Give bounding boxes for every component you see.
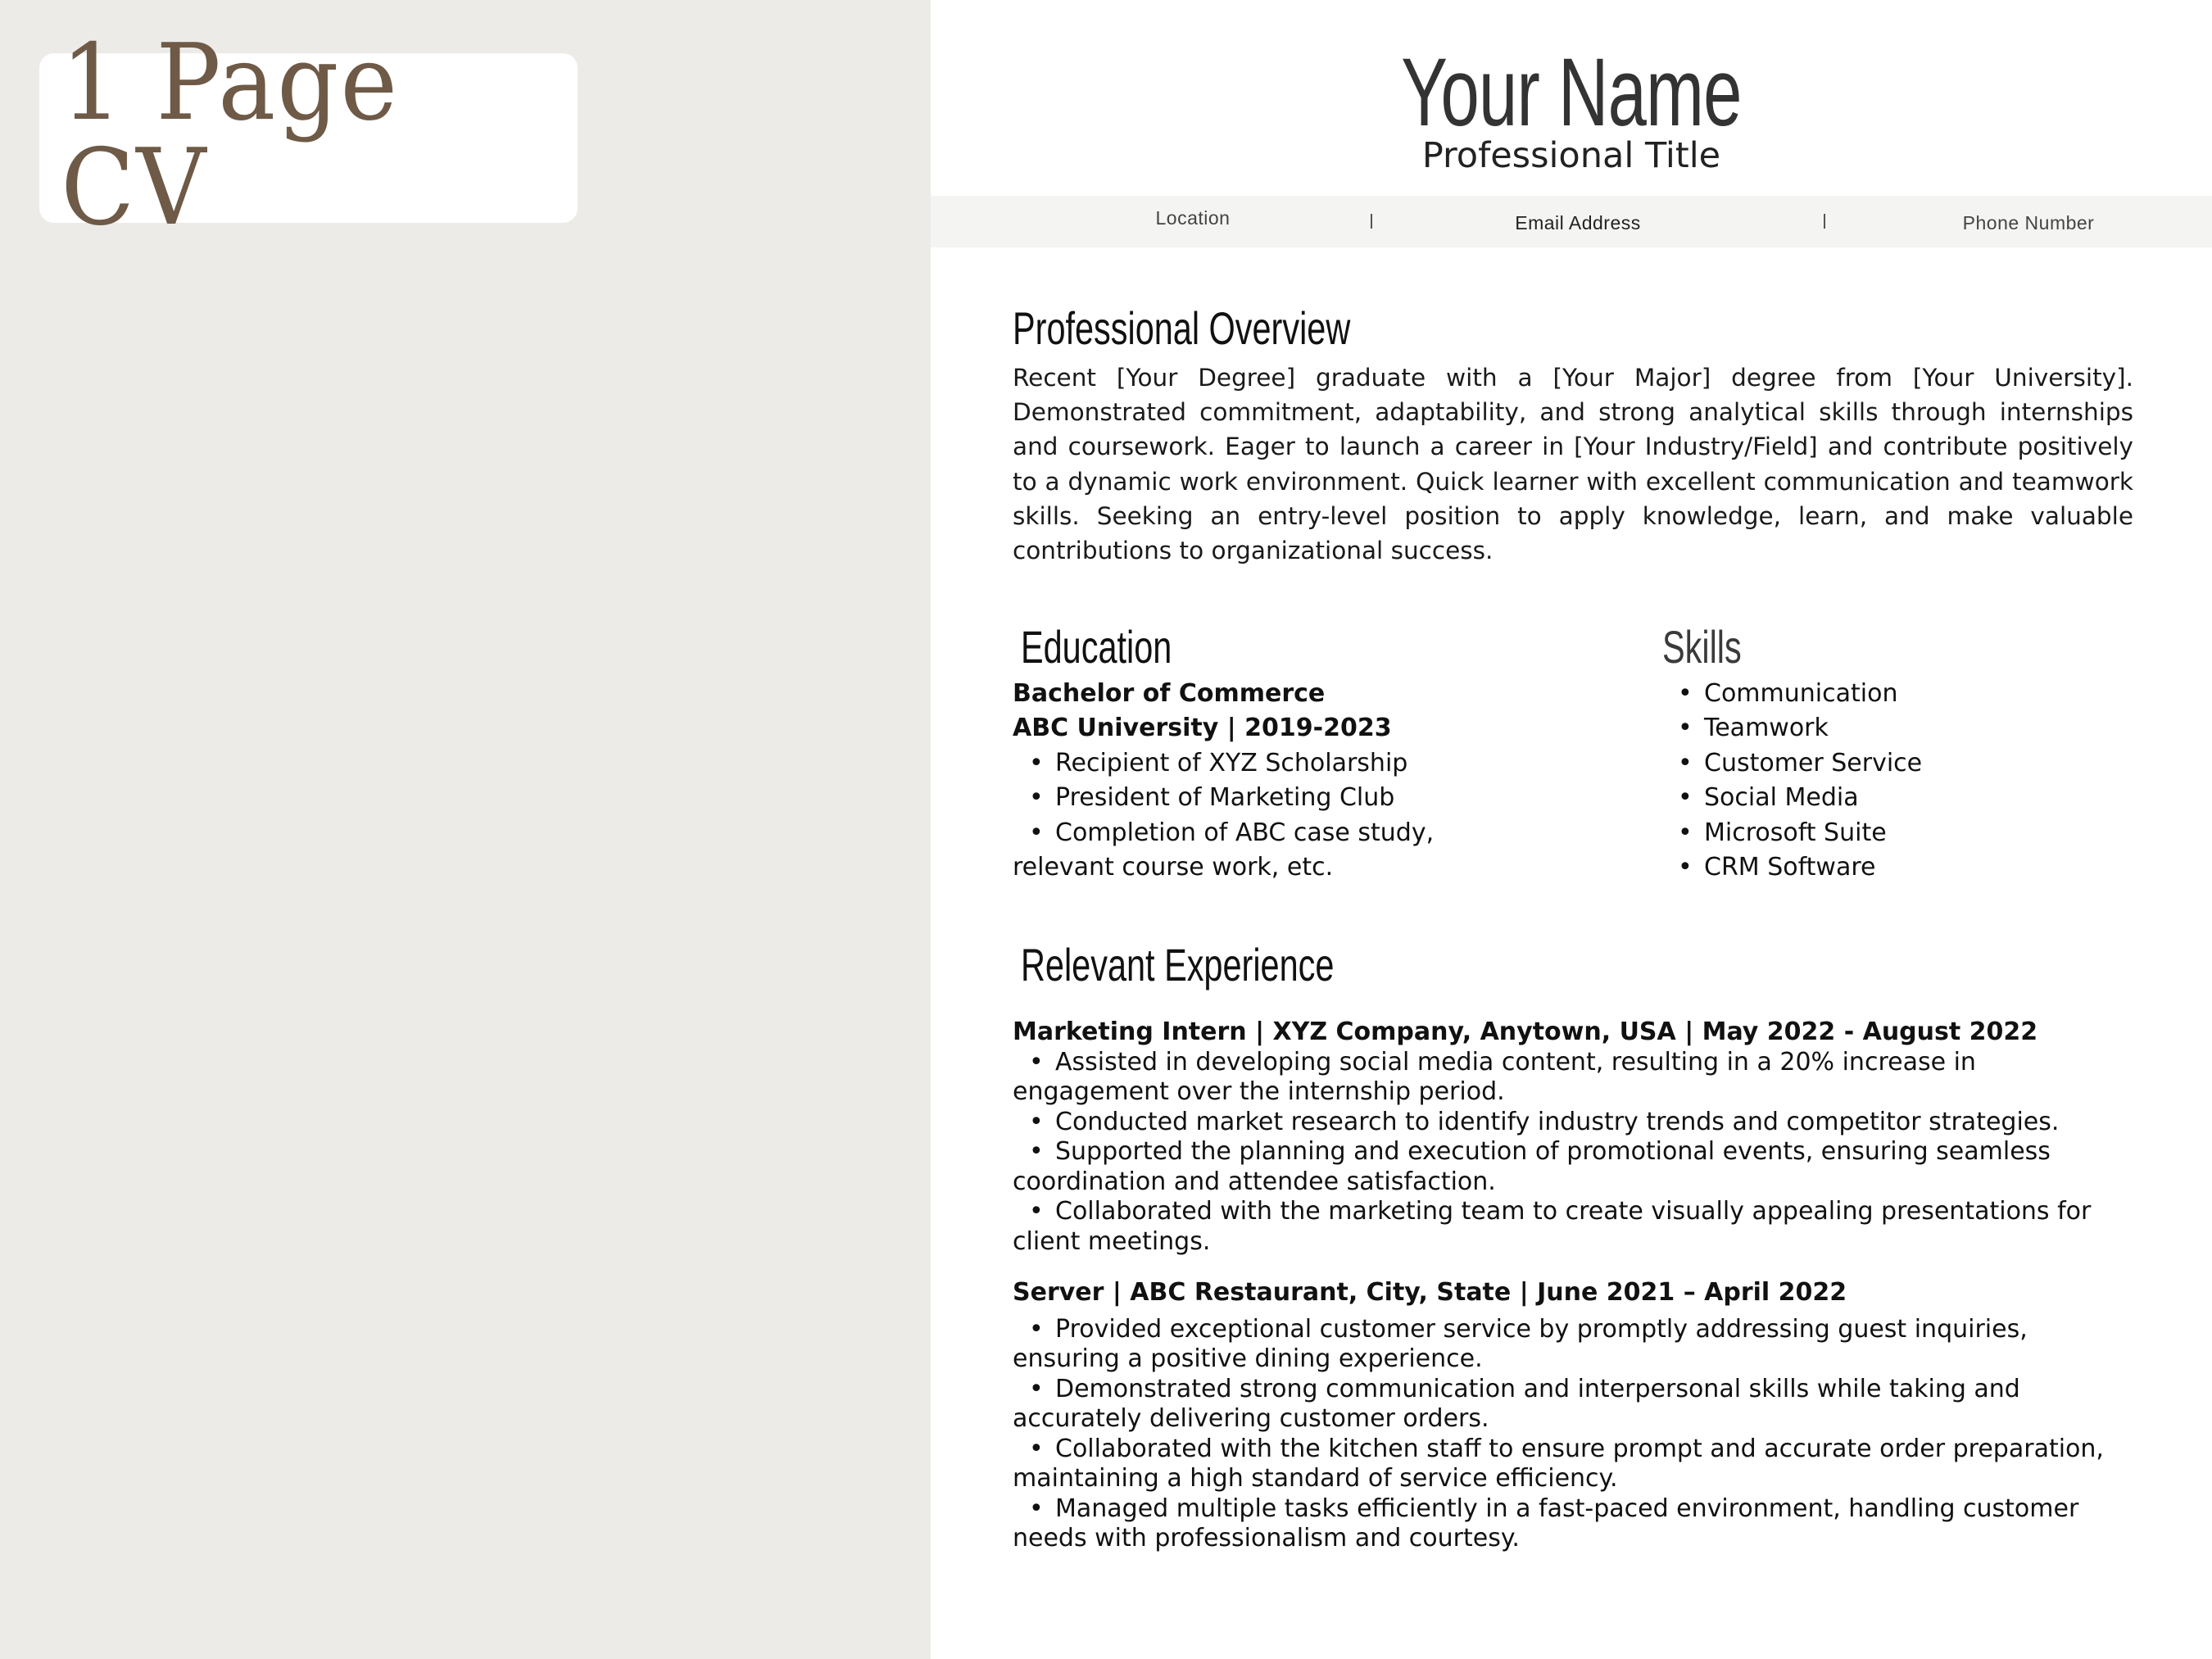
overview-heading: Professional Overview	[1013, 302, 1351, 354]
education-school: ABC University | 2019-2023	[1013, 714, 1392, 743]
resume-page	[931, 0, 2212, 1659]
job-spacer	[1013, 1308, 2160, 1315]
job-bullet: • Collaborated with the marketing team to create visually appealing presentations for	[1029, 1197, 2092, 1226]
badge-label: 1 Page CV	[61, 21, 399, 249]
contact-bar	[931, 196, 2212, 247]
job-bullet: • Supported the planning and execution of promotional events, ensuring seamless	[1029, 1137, 2051, 1166]
education-section	[1013, 677, 1553, 885]
skill-item: • CRM Software	[1678, 853, 1876, 882]
job-bullet-continuation: client meetings.	[1013, 1226, 1211, 1256]
job-bullet-continuation: engagement over the internship period.	[1013, 1077, 1505, 1106]
skill-item: • Customer Service	[1678, 748, 1923, 777]
job-bullet: • Collaborated with the kitchen staff to ensure prompt and accurate order preparation,	[1029, 1434, 2104, 1463]
job-bullet: • Demonstrated strong communication and interpersonal skills while taking and	[1029, 1374, 2020, 1403]
job-bullet: • Assisted in developing social media content, resulting in a 20% increase in	[1029, 1047, 1976, 1077]
contact-location: Location	[1155, 207, 1231, 229]
skill-item: • Teamwork	[1678, 714, 1829, 743]
job-bullet-continuation: needs with professionalism and courtesy.	[1013, 1524, 1520, 1552]
professional-title: Professional Title	[1421, 135, 1721, 176]
job-bullet-continuation: coordination and attendee satisfaction.	[1013, 1167, 1496, 1196]
contact-phone: Phone Number	[1962, 212, 2095, 233]
resume-name: Your Name	[1401, 39, 1742, 147]
job-bullet: • Managed multiple tasks efficiently in a fast-paced environment, handling customer	[1029, 1494, 2079, 1523]
education-bullet: • Completion of ABC case study,	[1029, 818, 1435, 847]
job-bullet-continuation: ensuring a positive dining experience.	[1013, 1344, 1483, 1373]
education-bullet: • President of Marketing Club	[1029, 783, 1395, 813]
skill-item: • Communication	[1678, 679, 1898, 708]
experience-section	[1013, 1018, 2160, 1554]
job-title: Server | ABC Restaurant, City, State | June 2021 – April 2022	[1013, 1278, 1847, 1307]
contact-divider	[1371, 214, 1372, 229]
preview-background	[0, 0, 931, 1659]
job-spacer	[1013, 1257, 2160, 1278]
job-bullet-continuation: accurately delivering customer orders.	[1013, 1404, 1489, 1433]
contact-email: Email Address	[1515, 212, 1641, 233]
skill-item: • Social Media	[1678, 783, 1859, 813]
job-bullet: • Conducted market research to identify industry trends and competitor strategies.	[1029, 1107, 2060, 1136]
skills-heading: Skills	[1662, 621, 1742, 673]
education-heading: Education	[1021, 621, 1172, 673]
education-bullet-continuation: relevant course work, etc.	[1013, 853, 1334, 882]
overview-paragraph: Recent [Your Degree] graduate with a [Your Major] degree from [Your University]. Demonstrated commitment, adaptability, and strong analytical skills through internships and coursework. Eager to launch a career in [Your Industry/Field] and contribute positively to a dynamic work environment. Quick learner with excellent communication and teamwork skills. Seeking an entry-level position to apply knowledge, learn, and make valuable contributions to organizational success.	[1013, 364, 2133, 565]
contact-divider	[1824, 214, 1825, 229]
skill-item: • Microsoft Suite	[1678, 818, 1887, 847]
page-count-badge	[39, 21, 578, 249]
skills-list	[1678, 677, 2137, 885]
job-bullet-continuation: maintaining a high standard of service efficiency.	[1013, 1464, 1618, 1493]
job-bullet: • Provided exceptional customer service by promptly addressing guest inquiries,	[1029, 1314, 2028, 1344]
experience-heading: Relevant Experience	[1021, 939, 1335, 990]
job-title: Marketing Intern | XYZ Company, Anytown, USA | May 2022 - August 2022	[1013, 1018, 2038, 1046]
education-degree: Bachelor of Commerce	[1013, 679, 1326, 708]
education-bullet: • Recipient of XYZ Scholarship	[1029, 748, 1408, 777]
